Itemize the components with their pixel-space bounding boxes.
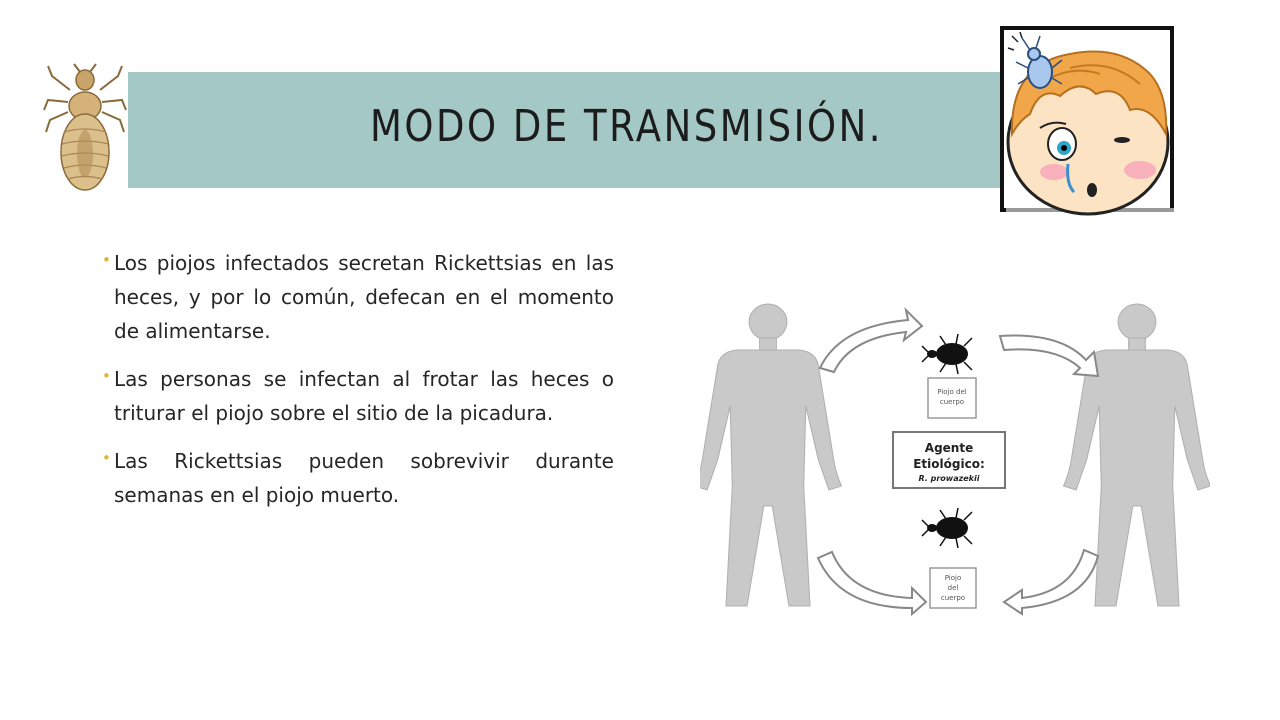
- top-box-line2: cuerpo: [939, 398, 965, 406]
- bullet-dot-icon: •: [102, 367, 111, 385]
- bullet-dot-icon: •: [102, 449, 111, 467]
- curved-arrow-top-left: [820, 310, 922, 372]
- bullet-item: [100, 444, 614, 512]
- bullet-text: Las personas se infectan al frotar las heces o triturar el piojo sobre el sitio de la picadura.: [114, 367, 614, 425]
- agent-label-line1: Agente: [924, 441, 974, 455]
- bullet-text: Las Rickettsias pueden sobrevivir durante semanas en el piojo muerto.: [114, 449, 614, 507]
- curved-arrow-bottom-right: [1004, 550, 1098, 614]
- child-with-louse-cartoon: [1000, 24, 1176, 216]
- transmission-cycle-diagram: [700, 296, 1210, 616]
- bullet-dot-icon: •: [102, 251, 111, 269]
- agent-label-line2: Etiológico:: [913, 457, 985, 471]
- top-box-line1: Piojo del: [937, 388, 967, 396]
- bottom-box-line3: cuerpo: [940, 594, 966, 602]
- bullet-item: [100, 362, 614, 430]
- louse-icon-bottom: [922, 508, 972, 548]
- curved-arrow-top-right: [1000, 336, 1098, 377]
- bullet-text: Los piojos infectados secretan Rickettsias en las heces, y por lo común, defecan en el momento de alimentarse.: [114, 251, 614, 343]
- bottom-box-line1: Piojo: [944, 574, 962, 582]
- bullet-item: [100, 246, 614, 348]
- agent-species: R. prowazekii: [918, 474, 980, 483]
- curved-arrow-bottom-left: [818, 552, 926, 614]
- body-louse-illustration: [40, 62, 130, 194]
- slide-title: MODO DE TRANSMISIÓN.: [370, 101, 884, 152]
- louse-icon-top: [922, 334, 972, 374]
- bullet-list: [100, 246, 614, 526]
- bottom-box-line2: del: [947, 584, 959, 592]
